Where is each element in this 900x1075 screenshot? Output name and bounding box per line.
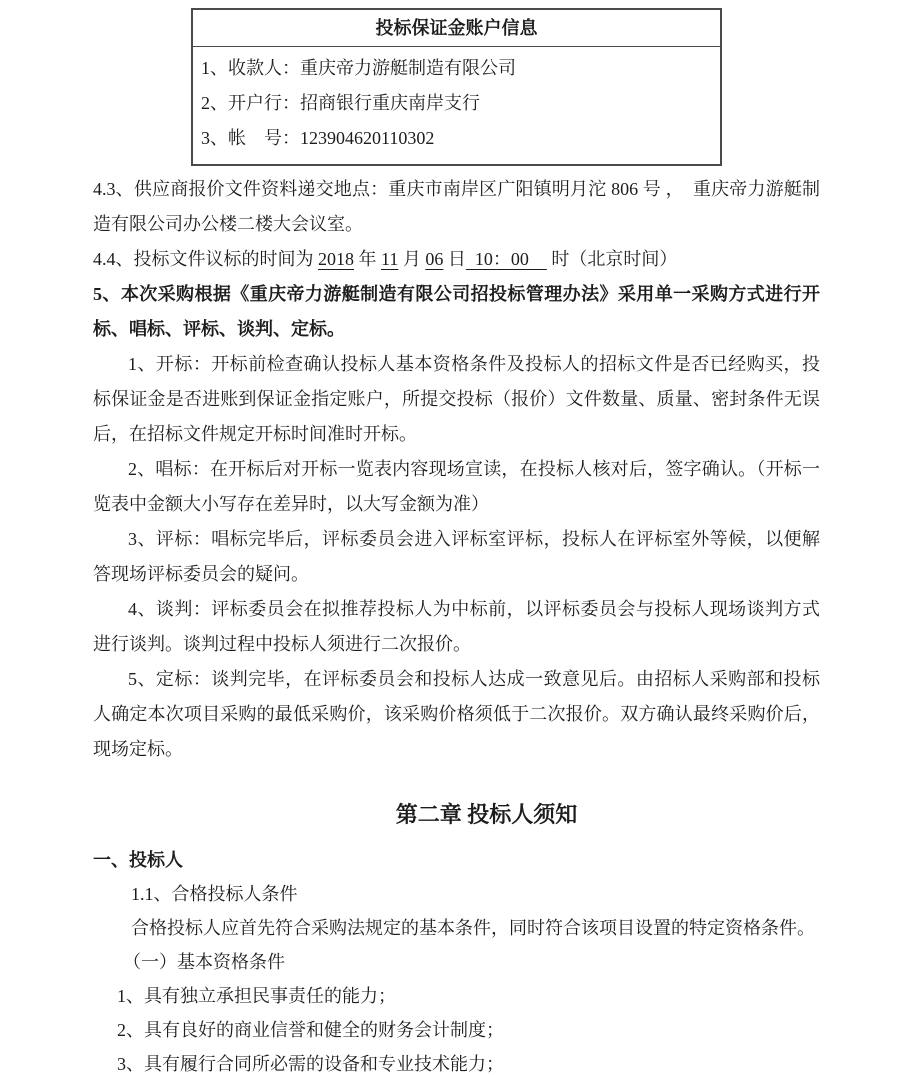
process-item-negotiate: 4、谈判：评标委员会在拟推荐投标人为中标前，以评标委员会与投标人现场谈判方式进行谈判。谈判过程中投标人须进行二次报价。 [93,599,820,654]
process-item-open-bid: 1、开标：开标前检查确认投标人基本资格条件及投标人的招标文件是否已经购买，投标保证金是否进账到保证金指定账户，所提交投标（报价）文件数量、质量、密封条件无误后，在招标文件规定开标时间准时开标。 [93,354,820,444]
table-title: 投标保证金账户信息 [192,9,721,47]
paragraph-4-4 [93,242,820,277]
account-number-row: 3、帐 号：123904620110302 [201,128,435,148]
bank-row: 2、开户行：招商银行重庆南岸支行 [201,93,480,113]
basic-qualification-item-2: 2、具有良好的商业信誉和健全的财务会计制度； [117,1020,504,1040]
bid-day-value: 06 [425,249,444,269]
table-body-row [192,47,721,166]
table-header-row [192,9,721,47]
day-label: 日 [443,249,466,269]
basic-qualification-item-1: 1、具有独立承担民事责任的能力； [117,986,396,1006]
basic-qualification-item-3: 3、具有履行合同所必需的设备和专业技术能力； [117,1054,504,1074]
qualified-bidder-intro: 合格投标人应首先符合采购法规定的基本条件，同时符合该项目设置的特定资格条件。 [131,918,815,938]
payee-row: 1、收款人：重庆帝力游艇制造有限公司 [201,58,516,78]
bid-year-value: 2018 [318,249,354,269]
basic-qualification-header: （一）基本资格条件 [123,952,285,972]
bid-month-value: 11 [381,249,399,269]
paragraph-5: 5、本次采购根据《重庆帝力游艇制造有限公司招投标管理办法》采用单一采购方式进行开标、唱标、评标、谈判、定标。 [93,284,820,339]
year-label: 年 [354,249,381,269]
bid-deposit-table [191,8,722,166]
document-page [93,8,820,1075]
section-heading-bidder: 一、投标人 [93,850,183,870]
paragraph-4-3: 4.3、供应商报价文件资料递交地点：重庆市南岸区广阳镇明月沱 806 号 ， 重庆帝力游艇制造有限公司办公楼二楼大会议室。 [93,179,820,234]
table-body-cell [192,47,721,166]
bid-time-value: 10：00 [465,249,547,269]
paragraph-4-4-suffix: 时（北京时间） [546,249,678,269]
month-label: 月 [398,249,426,269]
sub-heading-qualified-bidder: 1.1、合格投标人条件 [131,884,298,904]
process-item-read-bid: 2、唱标：在开标后对开标一览表内容现场宣读，在投标人核对后，签字确认。（开标一览表中金额大小写存在差异时，以大写金额为准） [93,459,820,514]
paragraph-4-4-prefix: 4.4、投标文件议标的时间为 [93,249,318,269]
process-item-award: 5、定标：谈判完毕，在评标委员会和投标人达成一致意见后。由招标人采购部和投标人确定本次项目采购的最低采购价，该采购价格须低于二次报价。双方确认最终采购价后，现场定标。 [93,669,820,759]
chapter-heading: 第二章 投标人须知 [395,802,578,827]
process-item-evaluate-bid: 3、评标：唱标完毕后，评标委员会进入评标室评标，投标人在评标室外等候，以便解答现场评标委员会的疑问。 [93,529,820,584]
